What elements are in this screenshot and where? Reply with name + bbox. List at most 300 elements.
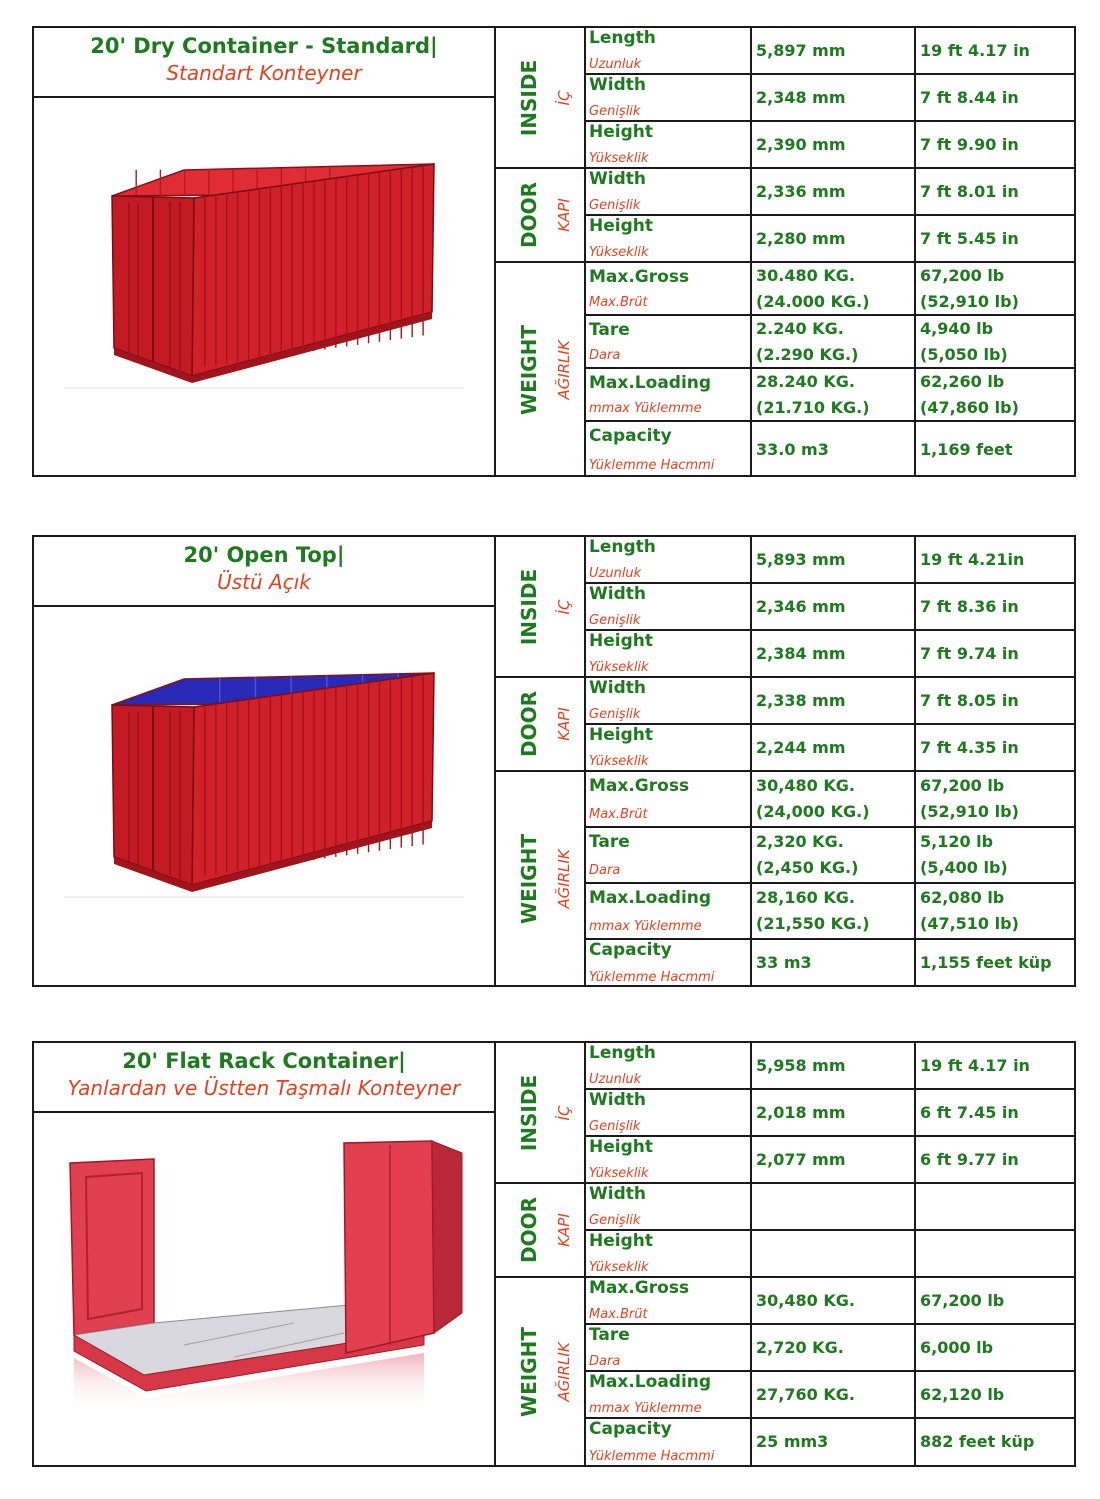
spec-label-cell (586, 725, 752, 770)
spec-metric-value (756, 1335, 844, 1361)
value-line: (24.000 KG.) (756, 291, 870, 311)
spec-label-tr: mmax Yüklemme (589, 1401, 702, 1416)
group-label: WEIGHT (517, 834, 541, 924)
spec-row (586, 1184, 1074, 1231)
spec-group-door (496, 169, 586, 263)
group-label: INSIDE (517, 59, 541, 136)
spec-label-tr: Yükseklik (589, 754, 649, 769)
spec-label: Height (589, 725, 653, 745)
spec-metric-cell (752, 725, 916, 770)
spec-label: Width (589, 1184, 646, 1204)
spec-imperial-cell (916, 1184, 1074, 1229)
spec-metric-cell (752, 884, 916, 938)
spec-imperial-cell (916, 422, 1074, 477)
value-line: 5,893 mm (756, 549, 846, 569)
spec-label-cell (586, 122, 752, 167)
spec-group-inside (496, 537, 586, 678)
spec-metric-cell (752, 369, 916, 420)
spec-label-tr: Max.Brüt (589, 807, 648, 822)
spec-label-cell (586, 537, 752, 582)
spec-label-tr: Yüklemme Hacmmi (589, 970, 715, 985)
spec-row (586, 263, 1074, 316)
spec-imperial-value (920, 594, 1019, 620)
spec-imperial-cell (916, 216, 1074, 261)
value-line: 19 ft 4.17 in (920, 1055, 1030, 1075)
value-line: 6,000 lb (920, 1337, 994, 1357)
spec-label: Capacity (589, 940, 672, 960)
spec-imperial-cell (916, 263, 1074, 314)
container-info-panel (34, 28, 496, 475)
spec-metric-cell (752, 1419, 916, 1465)
spec-imperial-value (920, 547, 1024, 573)
container-subtitle: Standart Konteyner (166, 61, 362, 85)
spec-imperial-value (920, 1053, 1030, 1079)
spec-imperial-value (920, 316, 1008, 368)
spec-row (586, 537, 1074, 584)
spec-metric-value (756, 38, 846, 64)
spec-label: Height (589, 1231, 653, 1251)
value-line: 62,120 lb (920, 1384, 1005, 1404)
value-line: (47,860 lb) (920, 397, 1019, 417)
spec-metric-value (756, 1429, 828, 1455)
value-line: 7 ft 8.05 in (920, 690, 1019, 710)
spec-imperial-cell (916, 940, 1074, 986)
spec-row (586, 75, 1074, 122)
spec-row (586, 1043, 1074, 1090)
spec-row (586, 631, 1074, 678)
spec-metric-value (756, 547, 846, 573)
group-label-tr: KAPI (555, 198, 573, 232)
spec-label-cell (586, 1278, 752, 1323)
spec-metric-value (756, 226, 846, 252)
spec-metric-cell (752, 1278, 916, 1323)
spec-imperial-cell (916, 631, 1074, 676)
spec-label-cell (586, 584, 752, 629)
container-title-box (34, 1043, 494, 1113)
value-line: 19 ft 4.21in (920, 549, 1025, 569)
spec-metric-cell (752, 537, 916, 582)
spec-metric-cell (752, 28, 916, 73)
value-line: 2,018 mm (756, 1102, 846, 1122)
spec-imperial-value (920, 1147, 1019, 1173)
spec-imperial-value (920, 1429, 1034, 1455)
value-line: (24,000 KG.) (756, 802, 870, 821)
value-line: (2.290 KG.) (756, 344, 859, 364)
spec-label: Height (589, 216, 653, 236)
value-line: 5,897 mm (756, 40, 846, 60)
spec-group-door (496, 678, 586, 772)
spec-row (586, 216, 1074, 263)
value-line: 4,940 lb (920, 318, 994, 338)
spec-imperial-value (920, 641, 1019, 667)
spec-label-tr: Uzunluk (589, 566, 642, 581)
spec-group-inside (496, 28, 586, 169)
spec-label: Height (589, 122, 653, 142)
spec-label: Capacity (589, 426, 672, 446)
container-block (32, 1041, 1076, 1467)
spec-label-cell (586, 422, 752, 477)
spec-row (586, 122, 1074, 169)
spec-group-inside (496, 1043, 586, 1184)
value-line: 1,169 feet (920, 439, 1013, 459)
spec-label-cell (586, 316, 752, 367)
spec-row (586, 1090, 1074, 1137)
value-line: 7 ft 8.44 in (920, 87, 1019, 107)
spec-label-tr: Uzunluk (589, 1072, 642, 1087)
group-label-tr: KAPI (555, 1213, 573, 1247)
spec-metric-cell (752, 1184, 916, 1229)
spec-metric-cell (752, 1372, 916, 1417)
container-block (32, 535, 1076, 987)
spec-metric-value (756, 1053, 846, 1079)
spec-label-tr: Dara (589, 348, 621, 363)
spec-row (586, 169, 1074, 216)
container-subtitle: Üstü Açık (217, 570, 311, 594)
value-line: 5,120 lb (920, 832, 994, 851)
spec-label-tr: Yüklemme Hacmmi (589, 1449, 715, 1464)
group-label-tr: AĞIRLIK (555, 849, 573, 909)
group-label-tr: AĞIRLIK (555, 1341, 573, 1402)
value-line: 2,346 mm (756, 596, 846, 616)
spec-imperial-value (920, 226, 1019, 252)
spec-label-cell (586, 1137, 752, 1182)
spec-label-cell (586, 169, 752, 214)
container-info-panel (34, 1043, 496, 1465)
value-line: 30,480 KG. (756, 1290, 855, 1310)
value-line: 5,958 mm (756, 1055, 846, 1075)
spec-metric-cell (752, 169, 916, 214)
spec-label: Max.Gross (589, 776, 690, 796)
spec-label-cell (586, 1372, 752, 1417)
group-label-tr: KAPI (555, 707, 573, 741)
spec-imperial-cell (916, 828, 1074, 882)
spec-label-tr: Genişlik (589, 613, 641, 628)
spec-metric-cell (752, 75, 916, 120)
spec-label-tr: mmax Yüklemme (589, 401, 702, 416)
value-line: 2,720 KG. (756, 1337, 844, 1357)
spec-imperial-cell (916, 1419, 1074, 1465)
spec-imperial-value (920, 437, 1013, 463)
value-line: 30,480 KG. (756, 776, 855, 795)
spec-imperial-cell (916, 1372, 1074, 1417)
spec-metric-cell (752, 263, 916, 314)
spec-imperial-value (920, 773, 1019, 825)
group-label-tr: İÇ (555, 599, 573, 614)
spec-imperial-value (920, 735, 1019, 761)
spec-imperial-value (920, 1100, 1019, 1126)
spec-imperial-value (920, 1288, 1004, 1314)
value-line: 19 ft 4.17 in (920, 40, 1030, 60)
spec-row (586, 772, 1074, 828)
value-line: 2,390 mm (756, 134, 846, 154)
spec-metric-cell (752, 316, 916, 367)
spec-imperial-cell (916, 1278, 1074, 1323)
group-label-tr: İÇ (555, 1105, 573, 1120)
spec-metric-cell (752, 422, 916, 477)
spec-label-tr: Max.Brüt (589, 295, 648, 310)
spec-label-cell (586, 678, 752, 723)
spec-label-cell (586, 75, 752, 120)
value-line: 2,244 mm (756, 737, 846, 757)
spec-imperial-value (920, 38, 1030, 64)
spec-label-tr: Genişlik (589, 1213, 641, 1228)
spec-row (586, 422, 1074, 477)
spec-imperial-cell (916, 1231, 1074, 1276)
value-line: 28.240 KG. (756, 371, 855, 391)
spec-label: Width (589, 584, 646, 604)
spec-imperial-cell (916, 369, 1074, 420)
spec-label-tr: Genişlik (589, 1119, 641, 1134)
value-line: 7 ft 4.35 in (920, 737, 1019, 757)
spec-metric-cell (752, 1043, 916, 1088)
spec-label: Length (589, 1043, 656, 1063)
value-line: 33 m3 (756, 953, 812, 972)
container-info-panel (34, 537, 496, 985)
spec-table (496, 1043, 1074, 1465)
spec-metric-value (756, 773, 870, 825)
spec-label: Tare (589, 320, 630, 340)
spec-label: Capacity (589, 1419, 672, 1439)
spec-label-tr: Yükseklik (589, 151, 649, 166)
spec-row (586, 678, 1074, 725)
spec-label: Max.Loading (589, 373, 712, 393)
spec-label-cell (586, 1231, 752, 1276)
spec-imperial-cell (916, 678, 1074, 723)
spec-metric-cell (752, 1137, 916, 1182)
spec-label-tr: Max.Brüt (589, 1307, 648, 1322)
spec-imperial-cell (916, 1325, 1074, 1370)
spec-row (586, 28, 1074, 75)
spec-label: Max.Gross (589, 267, 690, 287)
container-illustration (34, 1113, 494, 1463)
spec-label: Tare (589, 832, 630, 852)
spec-metric-cell (752, 940, 916, 986)
spec-label: Max.Loading (589, 888, 712, 908)
container-image (34, 98, 494, 475)
spec-label-cell (586, 940, 752, 986)
spec-label-tr: mmax Yüklemme (589, 919, 702, 934)
value-line: 2,348 mm (756, 87, 846, 107)
value-line: 2,384 mm (756, 643, 846, 663)
spec-metric-value (756, 1100, 846, 1126)
value-line: 7 ft 9.90 in (920, 134, 1019, 154)
spec-label: Width (589, 169, 646, 189)
spec-metric-cell (752, 1325, 916, 1370)
spec-imperial-cell (916, 584, 1074, 629)
value-line: 2,320 KG. (756, 832, 844, 851)
spec-imperial-value (920, 1335, 993, 1361)
spec-metric-cell (752, 631, 916, 676)
value-line: 7 ft 5.45 in (920, 228, 1019, 248)
spec-imperial-cell (916, 169, 1074, 214)
spec-metric-value (756, 369, 870, 421)
value-line: (5,400 lb) (920, 858, 1008, 877)
spec-metric-value (756, 594, 846, 620)
value-line: 67,200 lb (920, 265, 1005, 285)
spec-metric-cell (752, 828, 916, 882)
spec-label-tr: Yükseklik (589, 660, 649, 675)
value-line: (52,910 lb) (920, 291, 1019, 311)
value-line: 30.480 KG. (756, 265, 855, 285)
container-title: 20' Open Top| (183, 543, 345, 567)
value-line: 2.240 KG. (756, 318, 844, 338)
spec-metric-cell (752, 678, 916, 723)
spec-group-door (496, 1184, 586, 1278)
spec-metric-cell (752, 772, 916, 826)
spec-label-cell (586, 1325, 752, 1370)
spec-imperial-cell (916, 537, 1074, 582)
value-line: (2,450 KG.) (756, 858, 859, 877)
spec-label-tr: Genişlik (589, 707, 641, 722)
spec-imperial-value (920, 1382, 1004, 1408)
group-label-tr: AĞIRLIK (555, 340, 573, 400)
group-label: DOOR (517, 690, 541, 758)
spec-metric-value (756, 179, 846, 205)
spec-label-cell (586, 369, 752, 420)
spec-metric-value (756, 1288, 855, 1314)
spec-label-cell (586, 1184, 752, 1229)
spec-metric-cell (752, 1231, 916, 1276)
spec-imperial-value (920, 85, 1019, 111)
spec-imperial-value (920, 950, 1052, 976)
spec-label-tr: Genişlik (589, 198, 641, 213)
group-label: WEIGHT (517, 1326, 541, 1417)
group-label: DOOR (517, 1196, 541, 1264)
spec-label-cell (586, 1090, 752, 1135)
value-line: 2,338 mm (756, 690, 846, 710)
container-image (34, 1113, 494, 1465)
spec-label-cell (586, 1043, 752, 1088)
value-line: (52,910 lb) (920, 802, 1019, 821)
spec-row (586, 1278, 1074, 1325)
spec-label-cell (586, 1419, 752, 1465)
container-title-box (34, 537, 494, 607)
value-line: (21,550 KG.) (756, 914, 870, 933)
value-line: 2,280 mm (756, 228, 846, 248)
spec-label: Length (589, 28, 656, 48)
spec-imperial-cell (916, 316, 1074, 367)
group-label: INSIDE (517, 1074, 541, 1151)
spec-row (586, 1137, 1074, 1184)
spec-group-weight (496, 1278, 586, 1465)
spec-metric-value (756, 1382, 855, 1408)
spec-imperial-cell (916, 28, 1074, 73)
spec-imperial-cell (916, 725, 1074, 770)
spec-label-cell (586, 884, 752, 938)
spec-label-cell (586, 216, 752, 261)
spec-row (586, 1231, 1074, 1278)
spec-metric-cell (752, 216, 916, 261)
value-line: 67,200 lb (920, 776, 1005, 795)
spec-row (586, 940, 1074, 986)
spec-row (586, 725, 1074, 772)
value-line: 28,160 KG. (756, 888, 855, 907)
spec-metric-value (756, 885, 870, 937)
spec-metric-cell (752, 1090, 916, 1135)
container-title: 20' Flat Rack Container| (122, 1049, 406, 1073)
spec-metric-value (756, 688, 846, 714)
spec-group-weight (496, 263, 586, 477)
spec-imperial-cell (916, 1137, 1074, 1182)
spec-metric-value (756, 641, 846, 667)
value-line: 67,200 lb (920, 1290, 1005, 1310)
container-title: 20' Dry Container - Standard| (90, 34, 438, 58)
value-line: 6 ft 7.45 in (920, 1102, 1019, 1122)
value-line: 7 ft 8.01 in (920, 181, 1019, 201)
spec-row (586, 884, 1074, 940)
value-line: 25 mm3 (756, 1432, 829, 1451)
spec-table (496, 537, 1074, 985)
spec-metric-value (756, 316, 858, 368)
value-line: (5,050 lb) (920, 344, 1008, 364)
spec-label-cell (586, 28, 752, 73)
group-label: DOOR (517, 181, 541, 249)
spec-row (586, 1372, 1074, 1419)
spec-label-cell (586, 828, 752, 882)
spec-label: Max.Gross (589, 1278, 690, 1298)
spec-metric-value (756, 85, 846, 111)
value-line: 882 feet küp (920, 1432, 1035, 1451)
value-line: 6 ft 9.77 in (920, 1149, 1019, 1169)
spec-label-cell (586, 631, 752, 676)
spec-imperial-value (920, 829, 1008, 881)
spec-imperial-cell (916, 122, 1074, 167)
spec-imperial-cell (916, 1043, 1074, 1088)
spec-label: Width (589, 1090, 646, 1110)
value-line: 2,077 mm (756, 1149, 846, 1169)
spec-label-cell (586, 772, 752, 826)
spec-metric-cell (752, 584, 916, 629)
value-line: 62,080 lb (920, 888, 1005, 907)
value-line: (21.710 KG.) (756, 397, 870, 417)
spec-row (586, 584, 1074, 631)
spec-label-tr: Dara (589, 1354, 621, 1369)
spec-row (586, 828, 1074, 884)
spec-imperial-value (920, 688, 1019, 714)
spec-metric-value (756, 829, 858, 881)
spec-row (586, 316, 1074, 369)
value-line: 62,260 lb (920, 371, 1005, 391)
spec-label: Width (589, 678, 646, 698)
spec-label: Height (589, 631, 653, 651)
value-line: (47,510 lb) (920, 914, 1019, 933)
spec-label-tr: Yükseklik (589, 1166, 649, 1181)
spec-label: Tare (589, 1325, 630, 1345)
spec-label: Height (589, 1137, 653, 1157)
spec-label-tr: Genişlik (589, 104, 641, 119)
group-label: INSIDE (517, 568, 541, 645)
spec-label-tr: Yükseklik (589, 1260, 649, 1275)
spec-imperial-cell (916, 1090, 1074, 1135)
spec-imperial-value (920, 132, 1019, 158)
spec-label-tr: Yüklemme Hacmmi (589, 458, 715, 473)
spec-row (586, 1325, 1074, 1372)
spec-imperial-value (920, 179, 1019, 205)
spec-row (586, 1419, 1074, 1465)
spec-row (586, 369, 1074, 422)
container-image (34, 607, 494, 985)
spec-label: Width (589, 75, 646, 95)
spec-metric-value (756, 735, 846, 761)
container-subtitle: Yanlardan ve Üstten Taşmalı Konteyner (67, 1076, 461, 1100)
spec-imperial-value (920, 885, 1019, 937)
spec-metric-value (756, 132, 846, 158)
value-line: 7 ft 9.74 in (920, 643, 1019, 663)
spec-imperial-value (920, 369, 1019, 421)
spec-imperial-cell (916, 884, 1074, 938)
value-line: 33.0 m3 (756, 439, 829, 459)
spec-label: Max.Loading (589, 1372, 712, 1392)
